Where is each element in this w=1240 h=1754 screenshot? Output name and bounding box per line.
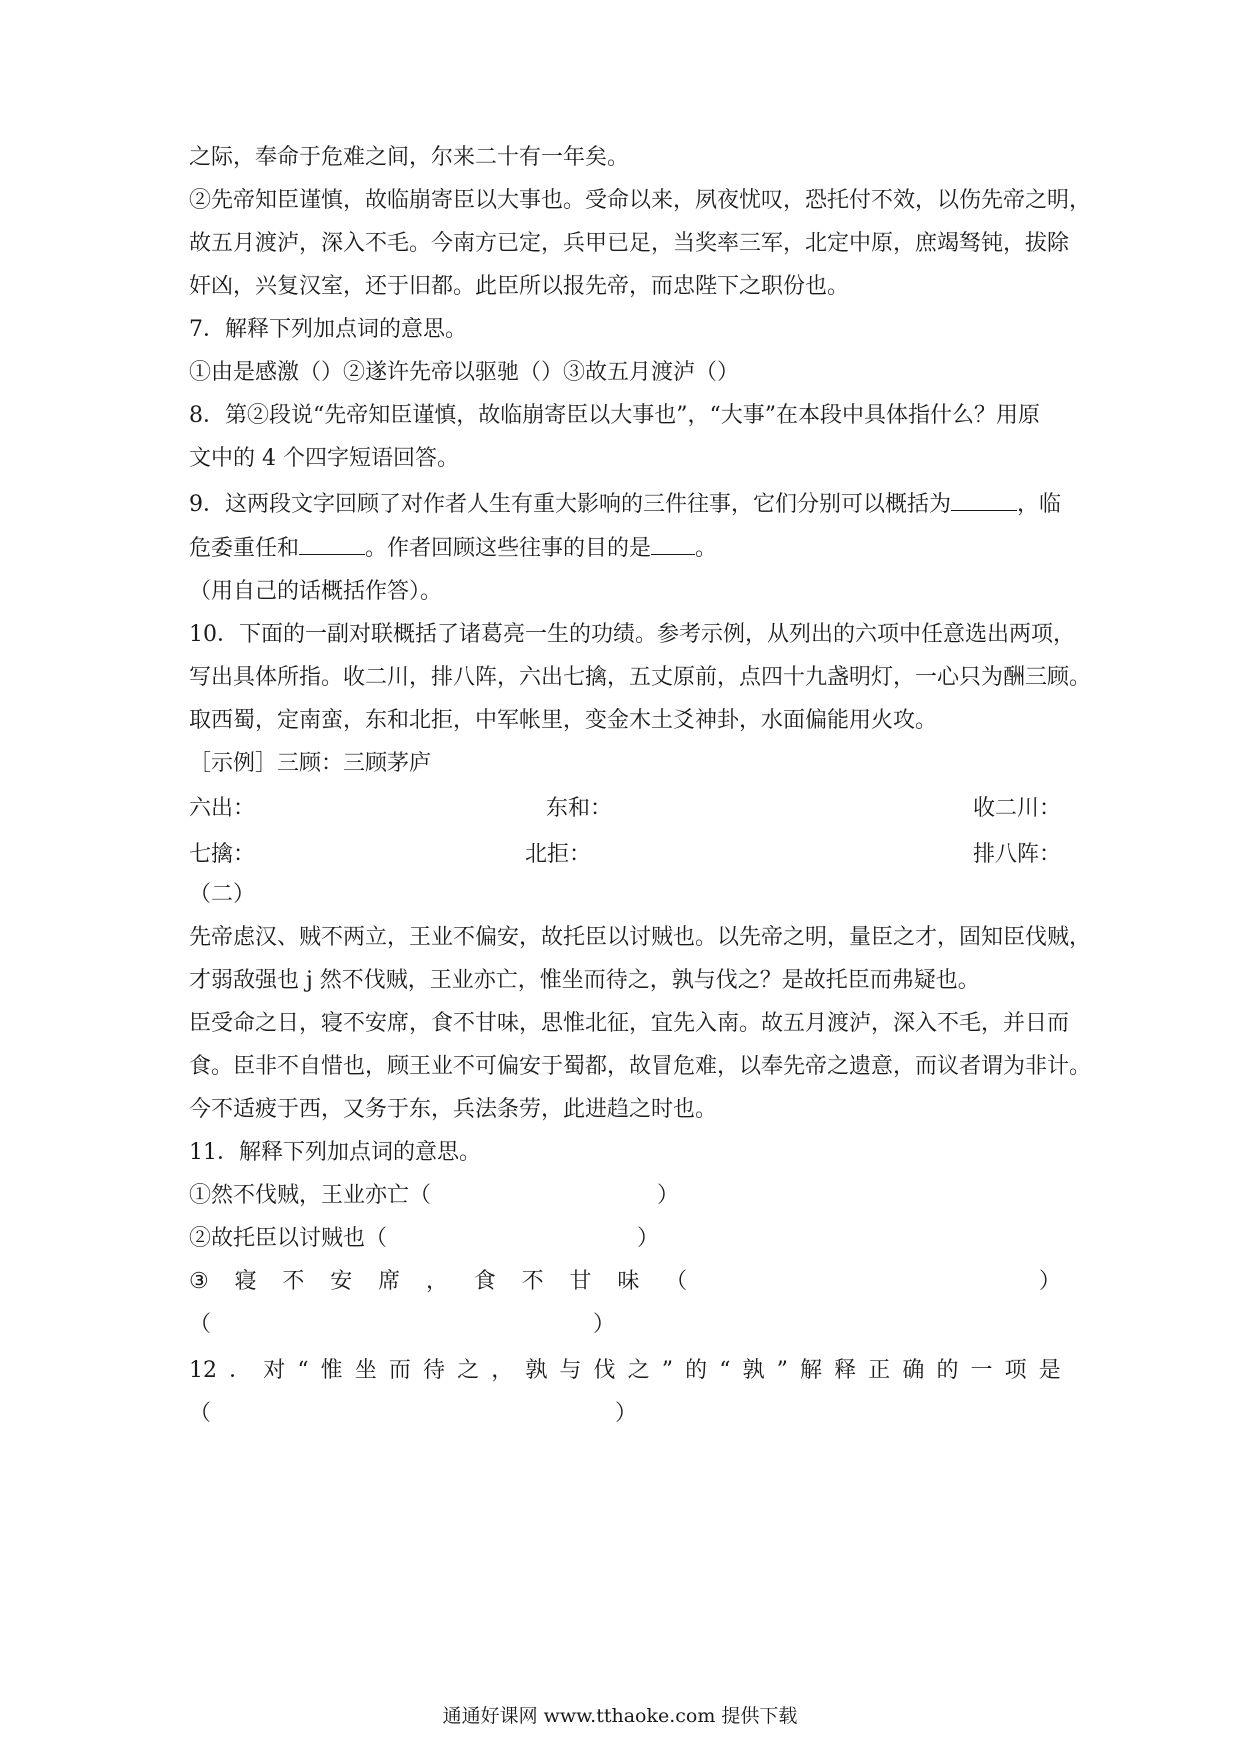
text-line: 今不适疲于西，又务于东，兵法条劳，此进趋之时也。	[189, 1097, 718, 1122]
text-line: ②先帝知臣谨慎，故临崩寄臣以大事也。受命以来，夙夜忧叹，恐托付不效，以伤先帝之明，	[189, 188, 1092, 213]
char: 待	[422, 1358, 445, 1383]
text-segment: 9．这两段文字回顾了对作者人生有重大影响的三件往事，它们分别可以概括为	[189, 492, 951, 517]
question-12	[189, 1356, 1061, 1386]
text-line: 才弱敌强也 j 然不伐贼，王业亦亡，惟坐而待之，孰与伐之？是故托臣而弗疑也。	[189, 968, 980, 993]
text-line: 写出具体所指。收二川，排八阵，六出七擒，五丈原前，点四十九盏明灯，一心只为酬三顾。	[189, 665, 1092, 690]
answer-label: 排八阵：	[972, 842, 1061, 867]
question-12-answer	[189, 1399, 1061, 1429]
char: “	[719, 1358, 731, 1383]
question-11-item	[189, 1267, 1061, 1297]
section-heading: （二）	[189, 882, 256, 907]
char: 确	[902, 1358, 925, 1383]
text-segment: ）	[657, 1183, 680, 1208]
text-segment: ）	[637, 1226, 660, 1251]
char: 是	[1038, 1358, 1061, 1383]
question-7: 7．解释下列加点词的意思。	[189, 317, 467, 342]
question-7-items: ①由是感激（）②遂许先帝以驱驰（）③故五月渡泸（）	[189, 360, 740, 385]
answer-label: 七擒：	[189, 842, 256, 867]
char: 伐	[593, 1358, 616, 1383]
text-segment: （	[189, 1401, 212, 1426]
page-footer: 通通好课网 www.tthaoke.com 提供下载	[442, 1705, 798, 1727]
char: 孰	[742, 1358, 765, 1383]
text-segment: ②故托臣以讨贼也（	[189, 1226, 388, 1251]
answer-label: 六出：	[189, 796, 256, 821]
char: ，	[491, 1358, 514, 1383]
text-line: 之际，奉命于危难之间，尔来二十有一年矣。	[189, 145, 630, 170]
char: 甘	[569, 1269, 592, 1294]
text-line: 文中的 4 个四字短语回答。	[189, 446, 459, 471]
char: 的	[936, 1358, 959, 1383]
text-segment: ①然不伐贼，王业亦亡（	[189, 1183, 432, 1208]
char: 不	[282, 1269, 305, 1294]
text-segment: ）	[615, 1401, 638, 1426]
char: 与	[559, 1358, 582, 1383]
question-11-item	[189, 1224, 1061, 1254]
char: ）	[1038, 1269, 1061, 1294]
example-line: ［示例］三顾：三顾茅庐	[189, 751, 432, 776]
char: 解	[800, 1358, 823, 1383]
char: 而	[388, 1358, 411, 1383]
char: ③	[189, 1269, 209, 1294]
answer-blank[interactable]	[651, 534, 695, 555]
text-line: 食。臣非不自惜也，顾王业不可偏安于蜀都，故冒危难，以奉先帝之遗意，而议者谓为非计。	[189, 1054, 1092, 1079]
char: 味	[617, 1269, 640, 1294]
question-11: 11．解释下列加点词的意思。	[189, 1140, 481, 1165]
question-9	[189, 490, 1061, 520]
answer-blank[interactable]	[299, 534, 365, 555]
char: 对	[263, 1358, 286, 1383]
answer-space[interactable]	[713, 1267, 1013, 1297]
text-line	[189, 534, 1061, 564]
answer-label: 北拒：	[525, 842, 592, 867]
char: 坐	[354, 1358, 377, 1383]
char: 惟	[320, 1358, 343, 1383]
char: 12	[189, 1358, 217, 1383]
answer-blank[interactable]	[951, 490, 1017, 511]
question-11-item	[189, 1181, 1061, 1211]
text-segment: 危委重任和	[189, 536, 300, 561]
char: 释	[834, 1358, 857, 1383]
text-line: 臣受命之日，寝不安席，食不甘味，思惟北征，宜先入南。故五月渡泸，深入不毛，并日而	[189, 1011, 1070, 1036]
char: 席	[378, 1269, 401, 1294]
char: “	[297, 1358, 309, 1383]
char: ”	[776, 1358, 788, 1383]
question-11-item	[189, 1310, 1061, 1340]
char: 的	[685, 1358, 708, 1383]
char: 正	[868, 1358, 891, 1383]
text-segment: 。	[695, 536, 718, 561]
char: （	[665, 1269, 688, 1294]
char: ，	[425, 1269, 448, 1294]
text-line: 先帝虑汉、贼不两立，王业不偏安，故托臣以讨贼也。以先帝之明，量臣之才，固知臣伐贼，	[189, 925, 1092, 950]
text-segment: 。作者回顾这些往事的目的是	[365, 536, 652, 561]
char: 项	[1004, 1358, 1027, 1383]
text-line: 故五月渡泸，深入不毛。今南方已定，兵甲已足，当奖率三军，北定中原，庶竭驽钝，拔除	[189, 231, 1070, 256]
char: 之	[457, 1358, 480, 1383]
char: 一	[970, 1358, 993, 1383]
char: 安	[330, 1269, 353, 1294]
char: ．	[229, 1358, 252, 1383]
text-line: （用自己的话概括作答）。	[189, 579, 443, 604]
char: 寝	[234, 1269, 257, 1294]
question-8: 8．第②段说“先帝知臣谨慎，故临崩寄臣以大事也”，“大事”在本段中具体指什么？用原	[189, 403, 1040, 428]
char: 食	[473, 1269, 496, 1294]
char: 孰	[525, 1358, 548, 1383]
text-segment: ）	[593, 1312, 616, 1337]
char: ”	[661, 1358, 673, 1383]
text-segment: （	[189, 1312, 212, 1337]
text-line: 取西蜀，定南蛮，东和北拒，中军帐里，变金木土爻神卦，水面偏能用火攻。	[189, 708, 938, 733]
question-10: 10．下面的一副对联概括了诸葛亮一生的功绩。参考示例，从列出的六项中任意选出两项，	[189, 622, 1075, 647]
char: 之	[627, 1358, 650, 1383]
answer-label: 东和：	[546, 796, 613, 821]
answer-label: 收二川：	[972, 796, 1061, 821]
text-segment: ，临	[1017, 492, 1062, 517]
char: 不	[521, 1269, 544, 1294]
text-line: 奸凶，兴复汉室，还于旧都。此臣所以报先帝，而忠陛下之职份也。	[189, 274, 850, 299]
